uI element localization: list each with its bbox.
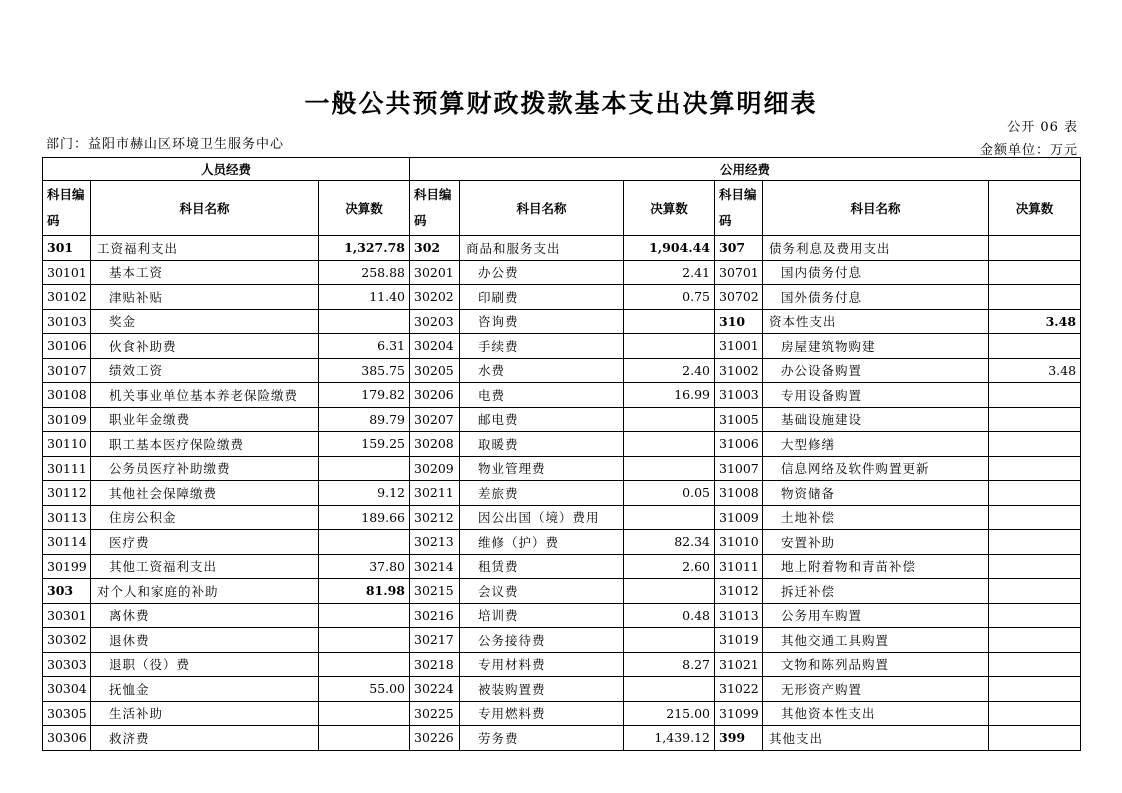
subject-name: 文物和陈列品购置 — [763, 652, 989, 677]
amount-value — [989, 530, 1081, 555]
amount-value: 159.25 — [319, 432, 410, 457]
subject-code: 310 — [715, 309, 763, 334]
amount-value — [624, 579, 715, 604]
subject-name: 医疗费 — [91, 530, 319, 555]
table-row — [43, 579, 1081, 604]
amount-unit-label: 金额单位：万元 — [979, 143, 1078, 158]
amount-value: 258.88 — [319, 260, 410, 285]
subject-name: 对个人和家庭的补助 — [91, 579, 319, 604]
subject-name: 拆迁补偿 — [763, 579, 989, 604]
amount-value: 2.60 — [624, 554, 715, 579]
subject-name: 公务员医疗补助缴费 — [91, 456, 319, 481]
subject-name: 国外债务付息 — [763, 285, 989, 310]
subject-name: 资本性支出 — [763, 309, 989, 334]
subject-name: 退职（役）费 — [91, 652, 319, 677]
subject-name: 被装购置费 — [460, 677, 624, 702]
subject-name: 咨询费 — [460, 309, 624, 334]
subject-code: 30212 — [410, 505, 460, 530]
subject-code: 30205 — [410, 358, 460, 383]
subject-name: 生活补助 — [91, 701, 319, 726]
subject-code: 30217 — [410, 628, 460, 653]
amount-value — [624, 456, 715, 481]
subject-name: 债务利息及费用支出 — [763, 236, 989, 261]
subject-code: 30226 — [410, 726, 460, 751]
subject-name: 基础设施建设 — [763, 407, 989, 432]
subject-code: 31003 — [715, 383, 763, 408]
table-row — [43, 701, 1081, 726]
subject-name: 无形资产购置 — [763, 677, 989, 702]
amount-value — [319, 726, 410, 751]
subject-code: 30101 — [43, 260, 91, 285]
subject-name: 职工基本医疗保险缴费 — [91, 432, 319, 457]
table-row — [43, 652, 1081, 677]
table-row — [43, 628, 1081, 653]
table-row — [43, 726, 1081, 751]
subject-name: 机关事业单位基本养老保险缴费 — [91, 383, 319, 408]
subject-code: 30218 — [410, 652, 460, 677]
subject-name: 邮电费 — [460, 407, 624, 432]
table-row — [43, 358, 1081, 383]
table-row — [43, 383, 1081, 408]
subject-code: 30203 — [410, 309, 460, 334]
subject-name: 培训费 — [460, 603, 624, 628]
subject-code: 30206 — [410, 383, 460, 408]
subject-code: 31007 — [715, 456, 763, 481]
amount-value: 385.75 — [319, 358, 410, 383]
amount-value: 82.34 — [624, 530, 715, 555]
subject-code: 30214 — [410, 554, 460, 579]
subject-name: 其他交通工具购置 — [763, 628, 989, 653]
department-label: 部门：益阳市赫山区环境卫生服务中心 — [46, 137, 285, 152]
amount-value — [319, 628, 410, 653]
amount-value — [989, 456, 1081, 481]
col-header-name: 科目名称 — [91, 181, 319, 236]
table-row — [43, 554, 1081, 579]
amount-value: 6.31 — [319, 334, 410, 359]
col-header-code: 科目编码 — [43, 181, 91, 236]
subject-code: 30204 — [410, 334, 460, 359]
subject-name: 商品和服务支出 — [460, 236, 624, 261]
subject-name: 土地补偿 — [763, 505, 989, 530]
amount-value: 0.48 — [624, 603, 715, 628]
subject-name: 救济费 — [91, 726, 319, 751]
subject-code: 31010 — [715, 530, 763, 555]
subject-code: 30102 — [43, 285, 91, 310]
amount-value — [989, 677, 1081, 702]
table-row — [43, 309, 1081, 334]
subject-name: 差旅费 — [460, 481, 624, 506]
subject-code: 31008 — [715, 481, 763, 506]
amount-value — [989, 554, 1081, 579]
subject-name: 退休费 — [91, 628, 319, 653]
amount-value — [624, 677, 715, 702]
subject-name: 住房公积金 — [91, 505, 319, 530]
amount-value — [319, 309, 410, 334]
amount-value — [624, 432, 715, 457]
amount-value — [624, 309, 715, 334]
subject-code: 30109 — [43, 407, 91, 432]
amount-value — [989, 285, 1081, 310]
amount-value: 1,439.12 — [624, 726, 715, 751]
subject-name: 电费 — [460, 383, 624, 408]
subject-name: 基本工资 — [91, 260, 319, 285]
amount-value — [989, 505, 1081, 530]
subject-code: 31099 — [715, 701, 763, 726]
subject-code: 302 — [410, 236, 460, 261]
subject-name: 安置补助 — [763, 530, 989, 555]
table-row — [43, 334, 1081, 359]
subject-code: 30302 — [43, 628, 91, 653]
subject-name: 其他工资福利支出 — [91, 554, 319, 579]
subject-code: 30702 — [715, 285, 763, 310]
subject-code: 30304 — [43, 677, 91, 702]
subject-code: 31001 — [715, 334, 763, 359]
subject-code: 31013 — [715, 603, 763, 628]
subject-name: 其他社会保障缴费 — [91, 481, 319, 506]
subject-code: 31006 — [715, 432, 763, 457]
amount-value: 37.80 — [319, 554, 410, 579]
col-header-amount: 决算数 — [319, 181, 410, 236]
subject-name: 公务用车购置 — [763, 603, 989, 628]
amount-value — [989, 701, 1081, 726]
amount-value — [624, 407, 715, 432]
subject-name: 维修（护）费 — [460, 530, 624, 555]
subject-code: 31011 — [715, 554, 763, 579]
amount-value: 3.48 — [989, 358, 1081, 383]
amount-value: 8.27 — [624, 652, 715, 677]
subject-name: 手续费 — [460, 334, 624, 359]
subject-code: 30225 — [410, 701, 460, 726]
amount-value — [989, 236, 1081, 261]
amount-value — [624, 505, 715, 530]
subject-code: 30111 — [43, 456, 91, 481]
subject-code: 30301 — [43, 603, 91, 628]
table-row — [43, 603, 1081, 628]
subject-name: 国内债务付息 — [763, 260, 989, 285]
subject-code: 30216 — [410, 603, 460, 628]
subject-code: 31009 — [715, 505, 763, 530]
subject-code: 30112 — [43, 481, 91, 506]
amount-value: 179.82 — [319, 383, 410, 408]
subject-name: 伙食补助费 — [91, 334, 319, 359]
subject-code: 30207 — [410, 407, 460, 432]
subject-name: 大型修缮 — [763, 432, 989, 457]
amount-value — [319, 530, 410, 555]
table-row — [43, 285, 1081, 310]
subject-name: 工资福利支出 — [91, 236, 319, 261]
subject-code: 399 — [715, 726, 763, 751]
amount-value — [319, 652, 410, 677]
subject-name: 职业年金缴费 — [91, 407, 319, 432]
table-row — [43, 456, 1081, 481]
table-row — [43, 236, 1081, 261]
group-header-personnel: 人员经费 — [43, 158, 410, 181]
subject-code: 31012 — [715, 579, 763, 604]
subject-code: 30108 — [43, 383, 91, 408]
subject-code: 30305 — [43, 701, 91, 726]
subject-code: 303 — [43, 579, 91, 604]
col-header-name: 科目名称 — [763, 181, 989, 236]
amount-value — [624, 628, 715, 653]
amount-value — [989, 726, 1081, 751]
subject-name: 房屋建筑物购建 — [763, 334, 989, 359]
table-body — [43, 236, 1081, 751]
amount-value: 1,327.78 — [319, 236, 410, 261]
amount-value — [989, 481, 1081, 506]
amount-value: 89.79 — [319, 407, 410, 432]
subject-code: 30201 — [410, 260, 460, 285]
subject-code: 30199 — [43, 554, 91, 579]
table-row — [43, 481, 1081, 506]
amount-value — [989, 628, 1081, 653]
table-row — [43, 432, 1081, 457]
subject-name: 信息网络及软件购置更新 — [763, 456, 989, 481]
subject-code: 30306 — [43, 726, 91, 751]
amount-value — [989, 383, 1081, 408]
col-header-name: 科目名称 — [460, 181, 624, 236]
subject-code: 30202 — [410, 285, 460, 310]
subject-name: 因公出国（境）费用 — [460, 505, 624, 530]
subject-code: 31022 — [715, 677, 763, 702]
subject-name: 绩效工资 — [91, 358, 319, 383]
subject-name: 公务接待费 — [460, 628, 624, 653]
subject-name: 租赁费 — [460, 554, 624, 579]
table-code: 公开 06 表 — [1007, 120, 1078, 135]
amount-value — [624, 334, 715, 359]
subject-name: 抚恤金 — [91, 677, 319, 702]
amount-value: 81.98 — [319, 579, 410, 604]
subject-name: 印刷费 — [460, 285, 624, 310]
subject-code: 30106 — [43, 334, 91, 359]
amount-value — [989, 652, 1081, 677]
col-header-code: 科目编码 — [410, 181, 460, 236]
amount-value: 2.40 — [624, 358, 715, 383]
subject-code: 30701 — [715, 260, 763, 285]
subject-name: 水费 — [460, 358, 624, 383]
amount-value — [319, 603, 410, 628]
amount-value: 9.12 — [319, 481, 410, 506]
amount-value — [989, 334, 1081, 359]
amount-value — [319, 456, 410, 481]
page-title: 一般公共预算财政拨款基本支出决算明细表 — [304, 89, 818, 118]
group-header-public: 公用经费 — [410, 158, 1081, 181]
subject-name: 地上附着物和青苗补偿 — [763, 554, 989, 579]
subject-code: 30113 — [43, 505, 91, 530]
subject-name: 其他资本性支出 — [763, 701, 989, 726]
amount-value: 189.66 — [319, 505, 410, 530]
subject-name: 劳务费 — [460, 726, 624, 751]
table-row — [43, 505, 1081, 530]
amount-value — [989, 407, 1081, 432]
amount-value — [989, 579, 1081, 604]
table-row — [43, 530, 1081, 555]
subject-code: 30107 — [43, 358, 91, 383]
col-header-code: 科目编码 — [715, 181, 763, 236]
subject-name: 会议费 — [460, 579, 624, 604]
subject-code: 31002 — [715, 358, 763, 383]
amount-value — [989, 260, 1081, 285]
subject-code: 31005 — [715, 407, 763, 432]
subject-code: 30211 — [410, 481, 460, 506]
subject-name: 专用设备购置 — [763, 383, 989, 408]
expenditure-table — [42, 157, 1081, 751]
amount-value: 1,904.44 — [624, 236, 715, 261]
subject-name: 物业管理费 — [460, 456, 624, 481]
table-row — [43, 407, 1081, 432]
subject-code: 30208 — [410, 432, 460, 457]
subject-name: 办公设备购置 — [763, 358, 989, 383]
subject-name: 其他支出 — [763, 726, 989, 751]
subject-code: 30215 — [410, 579, 460, 604]
subject-name: 物资储备 — [763, 481, 989, 506]
subject-name: 取暖费 — [460, 432, 624, 457]
col-header-amount: 决算数 — [624, 181, 715, 236]
subject-name: 办公费 — [460, 260, 624, 285]
subject-name: 津贴补贴 — [91, 285, 319, 310]
subject-code: 30114 — [43, 530, 91, 555]
subject-code: 30209 — [410, 456, 460, 481]
amount-value — [319, 701, 410, 726]
subject-name: 离休费 — [91, 603, 319, 628]
amount-value: 11.40 — [319, 285, 410, 310]
subject-code: 30303 — [43, 652, 91, 677]
subject-code: 30213 — [410, 530, 460, 555]
subject-code: 30224 — [410, 677, 460, 702]
subject-code: 307 — [715, 236, 763, 261]
amount-value: 16.99 — [624, 383, 715, 408]
subject-code: 31021 — [715, 652, 763, 677]
amount-value — [989, 603, 1081, 628]
amount-value: 215.00 — [624, 701, 715, 726]
amount-value: 2.41 — [624, 260, 715, 285]
subject-code: 30110 — [43, 432, 91, 457]
subject-code: 31019 — [715, 628, 763, 653]
subject-name: 专用燃料费 — [460, 701, 624, 726]
subject-name: 奖金 — [91, 309, 319, 334]
amount-value — [989, 432, 1081, 457]
amount-value: 55.00 — [319, 677, 410, 702]
subject-code: 301 — [43, 236, 91, 261]
subject-name: 专用材料费 — [460, 652, 624, 677]
table-row — [43, 260, 1081, 285]
amount-value: 0.05 — [624, 481, 715, 506]
amount-value: 3.48 — [989, 309, 1081, 334]
col-header-amount: 决算数 — [989, 181, 1081, 236]
table-row — [43, 677, 1081, 702]
amount-value: 0.75 — [624, 285, 715, 310]
subject-code: 30103 — [43, 309, 91, 334]
